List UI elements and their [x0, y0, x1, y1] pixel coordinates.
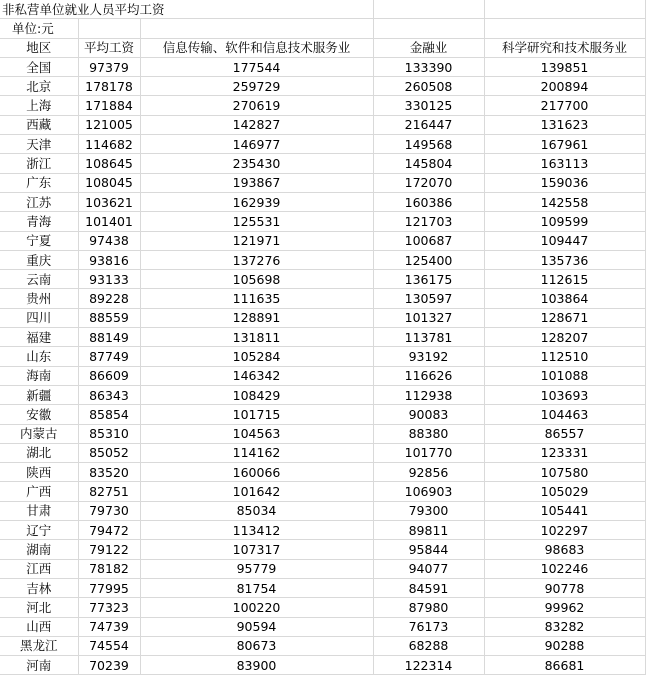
- average-salary-cell[interactable]: 85310: [78, 424, 140, 443]
- average-salary-cell[interactable]: 97438: [78, 231, 140, 250]
- research-services-cell[interactable]: 135736: [484, 250, 645, 269]
- table-row: [0, 463, 645, 482]
- it-services-cell[interactable]: 160066: [140, 463, 373, 482]
- region-cell[interactable]: 江苏: [0, 192, 78, 211]
- research-services-cell[interactable]: 123331: [484, 443, 645, 462]
- research-services-cell[interactable]: 128207: [484, 328, 645, 347]
- region-cell[interactable]: 吉林: [0, 578, 78, 597]
- it-services-cell[interactable]: 113412: [140, 521, 373, 540]
- research-services-cell[interactable]: 86557: [484, 424, 645, 443]
- it-services-cell[interactable]: 108429: [140, 385, 373, 404]
- finance-cell[interactable]: 100687: [373, 231, 484, 250]
- it-services-cell[interactable]: 80673: [140, 636, 373, 655]
- header-finance[interactable]: 金融业: [373, 38, 484, 57]
- sheet-title[interactable]: 非私营单位就业人员平均工资: [0, 0, 78, 19]
- research-services-cell[interactable]: 102246: [484, 559, 645, 578]
- average-salary-cell[interactable]: 77995: [78, 578, 140, 597]
- header-research-services[interactable]: 科学研究和技术服务业: [484, 38, 645, 57]
- region-cell[interactable]: 河南: [0, 656, 78, 675]
- region-cell[interactable]: 湖北: [0, 443, 78, 462]
- average-salary-cell[interactable]: 78182: [78, 559, 140, 578]
- it-services-cell[interactable]: 125531: [140, 212, 373, 231]
- it-services-cell[interactable]: 111635: [140, 289, 373, 308]
- average-salary-cell[interactable]: 97379: [78, 57, 140, 76]
- finance-cell[interactable]: 113781: [373, 328, 484, 347]
- region-cell[interactable]: 贵州: [0, 289, 78, 308]
- table-row: [0, 77, 645, 96]
- empty-cell[interactable]: [484, 19, 645, 38]
- finance-cell[interactable]: 172070: [373, 173, 484, 192]
- it-services-cell[interactable]: 83900: [140, 656, 373, 675]
- research-services-cell[interactable]: 86681: [484, 656, 645, 675]
- it-services-cell[interactable]: 81754: [140, 578, 373, 597]
- average-salary-cell[interactable]: 114682: [78, 135, 140, 154]
- it-services-cell[interactable]: 259729: [140, 77, 373, 96]
- average-salary-cell[interactable]: 171884: [78, 96, 140, 115]
- research-services-cell[interactable]: 101088: [484, 366, 645, 385]
- it-services-cell[interactable]: 101642: [140, 482, 373, 501]
- it-services-cell[interactable]: 114162: [140, 443, 373, 462]
- finance-cell[interactable]: 87980: [373, 598, 484, 617]
- region-cell[interactable]: 广西: [0, 482, 78, 501]
- research-services-cell[interactable]: 83282: [484, 617, 645, 636]
- it-services-cell[interactable]: 137276: [140, 250, 373, 269]
- finance-cell[interactable]: 92856: [373, 463, 484, 482]
- finance-cell[interactable]: 149568: [373, 135, 484, 154]
- table-row: [0, 482, 645, 501]
- empty-cell[interactable]: [78, 19, 140, 38]
- table-row: [0, 617, 645, 636]
- finance-cell[interactable]: 160386: [373, 192, 484, 211]
- it-services-cell[interactable]: 128891: [140, 308, 373, 327]
- average-salary-cell[interactable]: 82751: [78, 482, 140, 501]
- table-row: [0, 347, 645, 366]
- table-row: [0, 636, 645, 655]
- region-cell[interactable]: 浙江: [0, 154, 78, 173]
- research-services-cell[interactable]: 104463: [484, 405, 645, 424]
- region-cell[interactable]: 北京: [0, 77, 78, 96]
- finance-cell[interactable]: 121703: [373, 212, 484, 231]
- it-services-cell[interactable]: 85034: [140, 501, 373, 520]
- it-services-cell[interactable]: 146342: [140, 366, 373, 385]
- header-row: [0, 38, 645, 57]
- region-cell[interactable]: 辽宁: [0, 521, 78, 540]
- average-salary-cell[interactable]: 83520: [78, 463, 140, 482]
- research-services-cell[interactable]: 99962: [484, 598, 645, 617]
- unit-row: [0, 19, 645, 38]
- table-row: [0, 135, 645, 154]
- average-salary-cell[interactable]: 93133: [78, 270, 140, 289]
- table-row: [0, 521, 645, 540]
- finance-cell[interactable]: 125400: [373, 250, 484, 269]
- region-cell[interactable]: 黑龙江: [0, 636, 78, 655]
- region-cell[interactable]: 江西: [0, 559, 78, 578]
- finance-cell[interactable]: 90083: [373, 405, 484, 424]
- table-row: [0, 559, 645, 578]
- research-services-cell[interactable]: 139851: [484, 57, 645, 76]
- table-row: [0, 231, 645, 250]
- header-it-services[interactable]: 信息传输、软件和信息技术服务业: [140, 38, 373, 57]
- region-cell[interactable]: 陕西: [0, 463, 78, 482]
- it-services-cell[interactable]: 131811: [140, 328, 373, 347]
- finance-cell[interactable]: 136175: [373, 270, 484, 289]
- average-salary-cell[interactable]: 86343: [78, 385, 140, 404]
- research-services-cell[interactable]: 109599: [484, 212, 645, 231]
- finance-cell[interactable]: 260508: [373, 77, 484, 96]
- title-row: [0, 0, 645, 19]
- it-services-cell[interactable]: 100220: [140, 598, 373, 617]
- region-cell[interactable]: 湖南: [0, 540, 78, 559]
- region-cell[interactable]: 甘肃: [0, 501, 78, 520]
- average-salary-cell[interactable]: 88559: [78, 308, 140, 327]
- research-services-cell[interactable]: 217700: [484, 96, 645, 115]
- region-cell[interactable]: 西藏: [0, 115, 78, 134]
- research-services-cell[interactable]: 142558: [484, 192, 645, 211]
- average-salary-cell[interactable]: 70239: [78, 656, 140, 675]
- table-row: [0, 270, 645, 289]
- average-salary-cell[interactable]: 88149: [78, 328, 140, 347]
- average-salary-cell[interactable]: 86609: [78, 366, 140, 385]
- region-cell[interactable]: 四川: [0, 308, 78, 327]
- it-services-cell[interactable]: 105284: [140, 347, 373, 366]
- average-salary-cell[interactable]: 108645: [78, 154, 140, 173]
- region-cell[interactable]: 青海: [0, 212, 78, 231]
- research-services-cell[interactable]: 103864: [484, 289, 645, 308]
- header-average-salary[interactable]: 平均工资: [78, 38, 140, 57]
- research-services-cell[interactable]: 159036: [484, 173, 645, 192]
- it-services-cell[interactable]: 162939: [140, 192, 373, 211]
- table-row: [0, 540, 645, 559]
- research-services-cell[interactable]: 90778: [484, 578, 645, 597]
- table-row: [0, 578, 645, 597]
- average-salary-cell[interactable]: 87749: [78, 347, 140, 366]
- it-services-cell[interactable]: 101715: [140, 405, 373, 424]
- research-services-cell[interactable]: 102297: [484, 521, 645, 540]
- table-row: [0, 424, 645, 443]
- research-services-cell[interactable]: 90288: [484, 636, 645, 655]
- finance-cell[interactable]: 116626: [373, 366, 484, 385]
- region-cell[interactable]: 全国: [0, 57, 78, 76]
- research-services-cell[interactable]: 167961: [484, 135, 645, 154]
- finance-cell[interactable]: 79300: [373, 501, 484, 520]
- finance-cell[interactable]: 130597: [373, 289, 484, 308]
- finance-cell[interactable]: 95844: [373, 540, 484, 559]
- region-cell[interactable]: 海南: [0, 366, 78, 385]
- it-services-cell[interactable]: 235430: [140, 154, 373, 173]
- research-services-cell[interactable]: 112615: [484, 270, 645, 289]
- average-salary-cell[interactable]: 79122: [78, 540, 140, 559]
- average-salary-cell[interactable]: 89228: [78, 289, 140, 308]
- it-services-cell[interactable]: 104563: [140, 424, 373, 443]
- region-cell[interactable]: 重庆: [0, 250, 78, 269]
- table-row: [0, 443, 645, 462]
- table-row: [0, 366, 645, 385]
- unit-label[interactable]: 单位:元: [0, 19, 78, 38]
- region-cell[interactable]: 广东: [0, 173, 78, 192]
- finance-cell[interactable]: 101770: [373, 443, 484, 462]
- research-services-cell[interactable]: 105029: [484, 482, 645, 501]
- table-row: [0, 328, 645, 347]
- research-services-cell[interactable]: 107580: [484, 463, 645, 482]
- table-row: [0, 250, 645, 269]
- empty-cell[interactable]: [140, 19, 373, 38]
- average-salary-cell[interactable]: 121005: [78, 115, 140, 134]
- finance-cell[interactable]: 122314: [373, 656, 484, 675]
- region-cell[interactable]: 新疆: [0, 385, 78, 404]
- research-services-cell[interactable]: 163113: [484, 154, 645, 173]
- finance-cell[interactable]: 76173: [373, 617, 484, 636]
- table-row: [0, 192, 645, 211]
- region-cell[interactable]: 福建: [0, 328, 78, 347]
- finance-cell[interactable]: 84591: [373, 578, 484, 597]
- it-services-cell[interactable]: 142827: [140, 115, 373, 134]
- finance-cell[interactable]: 145804: [373, 154, 484, 173]
- finance-cell[interactable]: 216447: [373, 115, 484, 134]
- research-services-cell[interactable]: 128671: [484, 308, 645, 327]
- table-row: [0, 405, 645, 424]
- it-services-cell[interactable]: 121971: [140, 231, 373, 250]
- research-services-cell[interactable]: 98683: [484, 540, 645, 559]
- research-services-cell[interactable]: 109447: [484, 231, 645, 250]
- average-salary-cell[interactable]: 79730: [78, 501, 140, 520]
- finance-cell[interactable]: 106903: [373, 482, 484, 501]
- average-salary-cell[interactable]: 85854: [78, 405, 140, 424]
- table-row: [0, 154, 645, 173]
- table-row: [0, 212, 645, 231]
- average-salary-cell[interactable]: 77323: [78, 598, 140, 617]
- finance-cell[interactable]: 133390: [373, 57, 484, 76]
- empty-cell[interactable]: [484, 0, 645, 19]
- table-row: [0, 57, 645, 76]
- average-salary-cell[interactable]: 74739: [78, 617, 140, 636]
- research-services-cell[interactable]: 105441: [484, 501, 645, 520]
- region-cell[interactable]: 宁夏: [0, 231, 78, 250]
- empty-cell[interactable]: [140, 0, 373, 19]
- table-row: [0, 598, 645, 617]
- it-services-cell[interactable]: 146977: [140, 135, 373, 154]
- average-salary-cell[interactable]: 79472: [78, 521, 140, 540]
- table-row: [0, 115, 645, 134]
- table-row: [0, 173, 645, 192]
- finance-cell[interactable]: 89811: [373, 521, 484, 540]
- average-salary-cell[interactable]: 85052: [78, 443, 140, 462]
- table-row: [0, 385, 645, 404]
- region-cell[interactable]: 云南: [0, 270, 78, 289]
- average-salary-cell[interactable]: 108045: [78, 173, 140, 192]
- finance-cell[interactable]: 68288: [373, 636, 484, 655]
- average-salary-cell[interactable]: 103621: [78, 192, 140, 211]
- average-salary-cell[interactable]: 101401: [78, 212, 140, 231]
- table-row: [0, 289, 645, 308]
- header-region[interactable]: 地区: [0, 38, 78, 57]
- empty-cell[interactable]: [373, 19, 484, 38]
- research-services-cell[interactable]: 103693: [484, 385, 645, 404]
- it-services-cell[interactable]: 90594: [140, 617, 373, 636]
- it-services-cell[interactable]: 95779: [140, 559, 373, 578]
- region-cell[interactable]: 安徽: [0, 405, 78, 424]
- it-services-cell[interactable]: 193867: [140, 173, 373, 192]
- table-row: [0, 656, 645, 675]
- it-services-cell[interactable]: 107317: [140, 540, 373, 559]
- table-row: [0, 501, 645, 520]
- average-salary-cell[interactable]: 93816: [78, 250, 140, 269]
- it-services-cell[interactable]: 270619: [140, 96, 373, 115]
- research-services-cell[interactable]: 131623: [484, 115, 645, 134]
- it-services-cell[interactable]: 105698: [140, 270, 373, 289]
- research-services-cell[interactable]: 200894: [484, 77, 645, 96]
- average-salary-cell[interactable]: 74554: [78, 636, 140, 655]
- empty-cell[interactable]: [373, 0, 484, 19]
- region-cell[interactable]: 山西: [0, 617, 78, 636]
- finance-cell[interactable]: 112938: [373, 385, 484, 404]
- finance-cell[interactable]: 330125: [373, 96, 484, 115]
- region-cell[interactable]: 天津: [0, 135, 78, 154]
- finance-cell[interactable]: 93192: [373, 347, 484, 366]
- average-salary-cell[interactable]: 178178: [78, 77, 140, 96]
- table-row: [0, 308, 645, 327]
- finance-cell[interactable]: 88380: [373, 424, 484, 443]
- table-row: [0, 96, 645, 115]
- region-cell[interactable]: 河北: [0, 598, 78, 617]
- region-cell[interactable]: 上海: [0, 96, 78, 115]
- finance-cell[interactable]: 94077: [373, 559, 484, 578]
- research-services-cell[interactable]: 112510: [484, 347, 645, 366]
- it-services-cell[interactable]: 177544: [140, 57, 373, 76]
- region-cell[interactable]: 山东: [0, 347, 78, 366]
- finance-cell[interactable]: 101327: [373, 308, 484, 327]
- region-cell[interactable]: 内蒙古: [0, 424, 78, 443]
